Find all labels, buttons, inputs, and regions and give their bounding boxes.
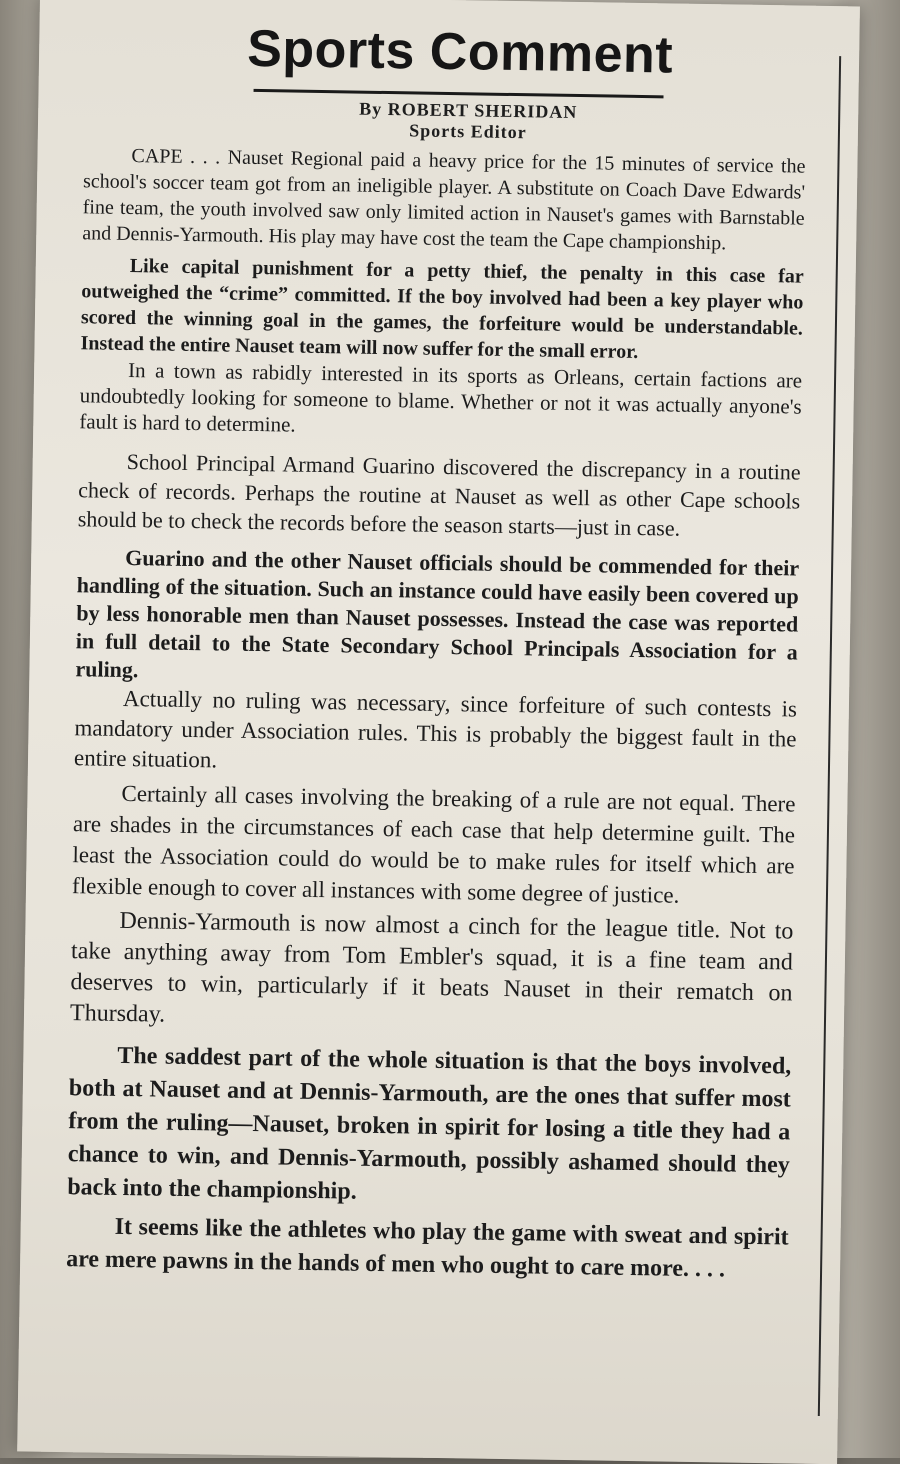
article-paragraph: Like capital punishment for a petty thief, the penalty in this case far outweighed the “crime” committed. If the boy involved had been a key player who scored the winning goal in the games, the forfeiture would be understandable. Instead the entire Nauset team will now suffer for the small error.	[80, 255, 804, 363]
article-paragraph: Dennis-Yarmouth is now almost a cinch for the league title. Not to take anything away from Tom Embler's squad, it is a fine team and deserves to win, particularly if it beats Nauset in their rematch on Thursday.	[69, 907, 794, 1028]
column-rule	[818, 56, 841, 1416]
article-body	[66, 142, 806, 1287]
headline-underline	[254, 89, 664, 98]
article-paragraph: In a town as rabidly interested in its sports as Orleans, certain factions are undoubtedly looking for someone to blame. Whether or not it was actually anyone's fault is hard to determine.	[79, 357, 803, 437]
article-paragraph: The saddest part of the whole situation is that the boys involved, both at Nauset and at Dennis-Yarmouth, are the ones that suffer most from the ruling—Nauset, broken in spirit for losing a title they had a chance to win, and Dennis-Yarmouth, possibly ashamed should they back into the championship.	[67, 1042, 792, 1205]
byline	[328, 98, 609, 144]
article-paragraph: It seems like the athletes who play the game with sweat and spirit are mere pawns in the hands of men who ought to care more. . . .	[65, 1213, 789, 1283]
article-paragraph: Guarino and the other Nauset officials should be commended for their handling of the situation. Such an instance could have easily been covered up by less honorable men than Nauset possesses. Instead the case was reported in full detail to the State Secondary School Principals Association for a ruling.	[75, 544, 800, 683]
article-paragraph: Certainly all cases involving the breaking of a rule are not equal. There are shades in the circumstances of each case that help determine guilt. The least the Association could do would be to make rules for itself which are flexible enough to cover all instances with some degree of justice.	[71, 780, 796, 908]
article-paragraph: Actually no ruling was necessary, since forfeiture of such contests is mandatory under Association rules. This is probably the biggest fault in the entire situation.	[73, 685, 798, 773]
byline-role: Sports Editor	[409, 120, 527, 143]
newspaper-clipping	[17, 0, 860, 1464]
byline-author: By ROBERT SHERIDAN	[359, 98, 578, 123]
article-paragraph: CAPE . . . Nauset Regional paid a heavy price for the 15 minutes of service the school's soccer team got from an ineligible player. A substitute on Coach Dave Edwards' fine team, the youth involved saw only limited action in Nauset's games with Barnstable and Dennis-Yarmouth. His play may have cost the team the Cape championship.	[82, 145, 806, 255]
article-paragraph: School Principal Armand Guarino discovered the discrepancy in a routine check of records. Perhaps the routine at Nauset as well as other Cape schools should be to check the records before the season starts—just in case.	[77, 448, 801, 541]
headline: Sports Comment	[246, 19, 674, 85]
